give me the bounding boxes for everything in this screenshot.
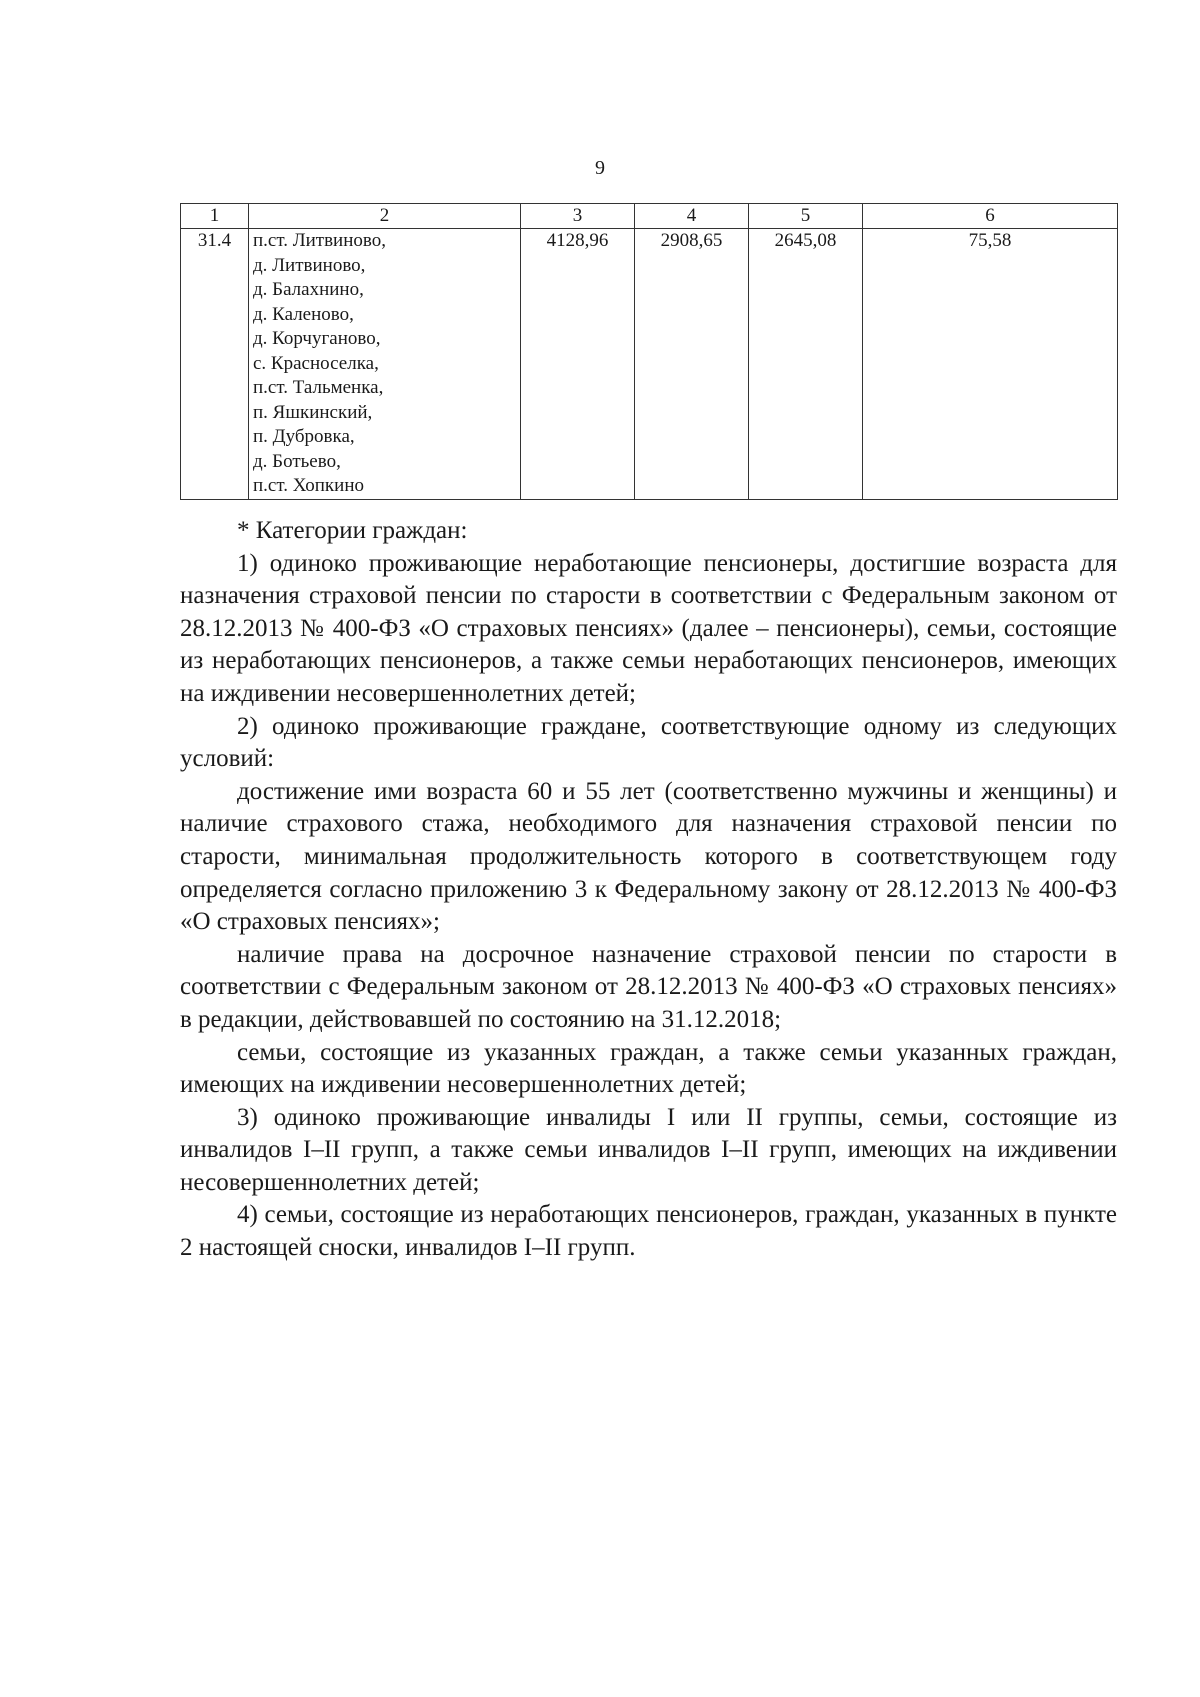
place-name: п. Яшкинский, xyxy=(253,401,373,423)
footnote-paragraph: наличие права на досрочное назначение страховой пенсии по старости в соответствии с Федеральным законом от 28.12.2013 № 400-ФЗ «О страховых пенсиях» в редакции, действовавшей по состоянию на 31.12.2018; xyxy=(180,940,1117,1033)
footnote-paragraph: 2) одиноко проживающие граждане, соответствующие одному из следующих условий: xyxy=(180,712,1117,773)
place-name: п. Дубровка, xyxy=(253,426,355,447)
footnote-paragraph: 3) одиноко проживающие инвалиды I или II группы, семьи, состоящие из инвалидов I–II групп, а также семьи инвалидов I–II групп, имеющих на иждивении несовершеннолетних детей; xyxy=(180,1103,1117,1196)
column-header: 1 xyxy=(181,204,249,229)
place-name: с. Красноселка, xyxy=(253,352,379,374)
place-name: д. Балахнино, xyxy=(253,279,364,300)
table-row xyxy=(181,229,1118,500)
place-name: д. Корчуганово, xyxy=(253,328,381,349)
footnote-paragraph: 1) одиноко проживающие неработающие пенсионеры, достигшие возраста для назначения страховой пенсии по старости в соответствии с Федеральным законом от 28.12.2013 № 400-ФЗ «О страховых пенсиях» (далее – пенсионеры), семьи, состоящие из неработающих пенсионеров, а также семьи неработающих пенсионеров, имеющих на иждивении несовершеннолетних детей; xyxy=(180,549,1117,707)
footnote-paragraph: достижение ими возраста 60 и 55 лет (соответственно мужчины и женщины) и наличие страхового стажа, необходимого для назначения страховой пенсии по старости, минимальная продолжительность которого в соответствующем году определяется согласно приложению 3 к Федеральному закону от 28.12.2013 № 400-ФЗ «О страховых пенсиях»; xyxy=(180,777,1117,936)
place-name: д. Литвиново, xyxy=(253,254,366,276)
place-name: п.ст. Хопкино xyxy=(253,475,364,496)
column-header: 4 xyxy=(635,204,749,229)
value-cell-col4: 2908,65 xyxy=(635,229,749,500)
column-header: 6 xyxy=(863,204,1118,229)
column-header: 3 xyxy=(521,204,635,229)
footnote xyxy=(180,515,1117,1265)
data-table xyxy=(180,203,1118,500)
place-name: п.ст. Тальменка, xyxy=(253,377,384,398)
column-header: 5 xyxy=(749,204,863,229)
value-cell-col3: 4128,96 xyxy=(521,229,635,500)
table-header-row xyxy=(181,204,1118,229)
place-name: д. Каленово, xyxy=(253,303,354,325)
place-name: п.ст. Литвиново, xyxy=(253,230,386,251)
footnote-paragraph: 4) семьи, состоящие из неработающих пенсионеров, граждан, указанных в пункте 2 настоящей сноски, инвалидов I–II групп. xyxy=(180,1201,1117,1262)
value-cell-col6: 75,58 xyxy=(863,229,1118,500)
page-number: 9 xyxy=(595,157,605,179)
places-cell xyxy=(249,229,521,500)
place-name: д. Ботьево, xyxy=(253,450,341,472)
footnote-title: * Категории граждан: xyxy=(237,517,468,544)
footnote-paragraph: семьи, состоящие из указанных граждан, а также семьи указанных граждан, имеющих на иждивении несовершеннолетних детей; xyxy=(180,1038,1117,1099)
value-cell-col5: 2645,08 xyxy=(749,229,863,500)
column-header: 2 xyxy=(249,204,521,229)
row-number-cell: 31.4 xyxy=(181,229,249,500)
